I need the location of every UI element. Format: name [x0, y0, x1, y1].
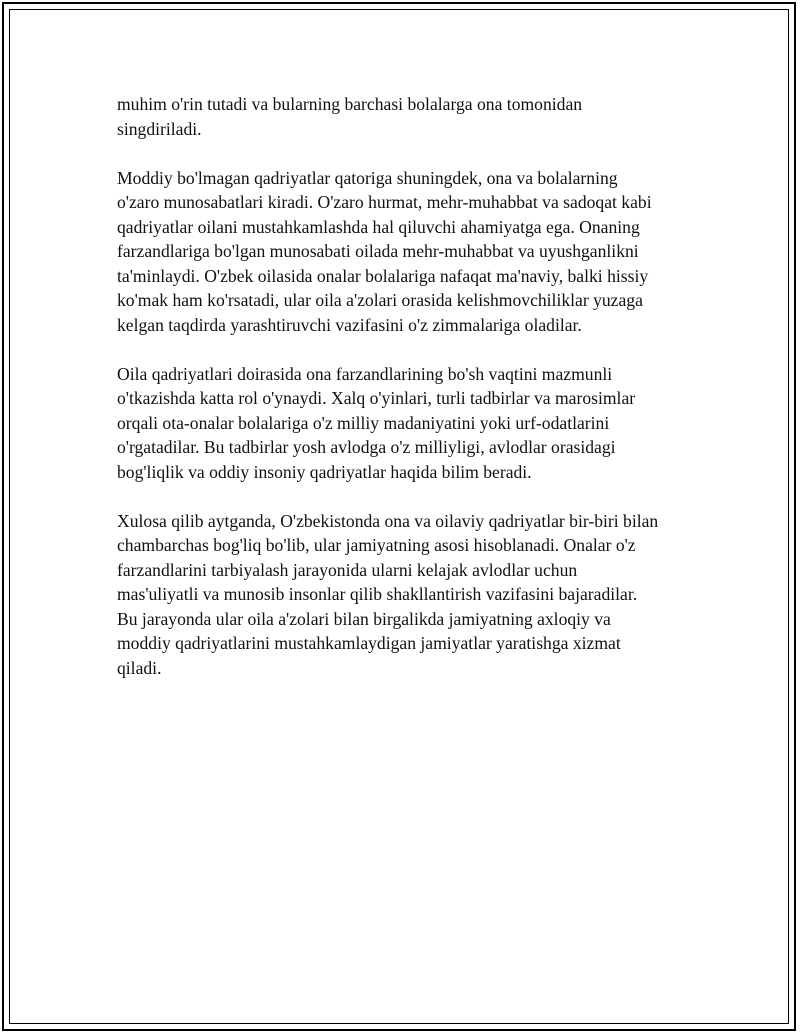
paragraph-3: Oila qadriyatlari doirasida ona farzandlarining bo'sh vaqtini mazmunli o'tkazishda katta rol o'ynaydi. Xalq o'yinlari, turli tadbirlar va marosimlar orqali ota-onalar bolalariga o'z milliy madaniyatini yoki urf-odatlarini o'rgatadilar. Bu tadbirlar yosh avlodga o'z milliyligi, avlodlar orasidagi bog'liqlik va oddiy insoniy qadriyatlar haqida bilim beradi. [117, 363, 636, 482]
paragraph-4: Xulosa qilib aytganda, O'zbekistonda ona va oilaviy qadriyatlar bir-biri bilan chambarchas bog'liq bo'lib, ular jamiyatning asosi hisoblanadi. Onalar o'z farzandlarini tarbiyalash jarayonida ularni kelajak avlodlar uchun mas'uliyatli va munosib insonlar qilib shakllantirish vazifasini bajaradilar. Bu jarayonda ular oila a'zolari bilan birgalikda jamiyatning axloqiy va moddiy qadriyatlarini mustahkamlaydigan jamiyatlar yaratishga xizmat qiladi. [117, 510, 659, 678]
document-body [117, 92, 697, 705]
paragraph-2: Moddiy bo'lmagan qadriyatlar qatoriga shuningdek, ona va bolalarning o'zaro munosabatlari kiradi. O'zaro hurmat, mehr-muhabbat va sadoqat kabi qadriyatlar oilani mustahkamlashda hal qiluvchi ahamiyatga ega. Onaning farzandlariga bo'lgan munosabati oilada mehr-muhabbat va uyushganlikni ta'minlaydi. O'zbek oilasida onalar bolalariga nafaqat ma'naviy, balki hissiy ko'mak ham ko'rsatadi, ular oila a'zolari orasida kelishmovchiliklar yuzaga kelgan taqdirda yarashtiruvchi vazifasini o'z zimmalariga oladilar. [117, 167, 652, 335]
paragraph-1: muhim o'rin tutadi va bularning barchasi bolalarga ona tomonidan singdiriladi. [117, 94, 583, 139]
